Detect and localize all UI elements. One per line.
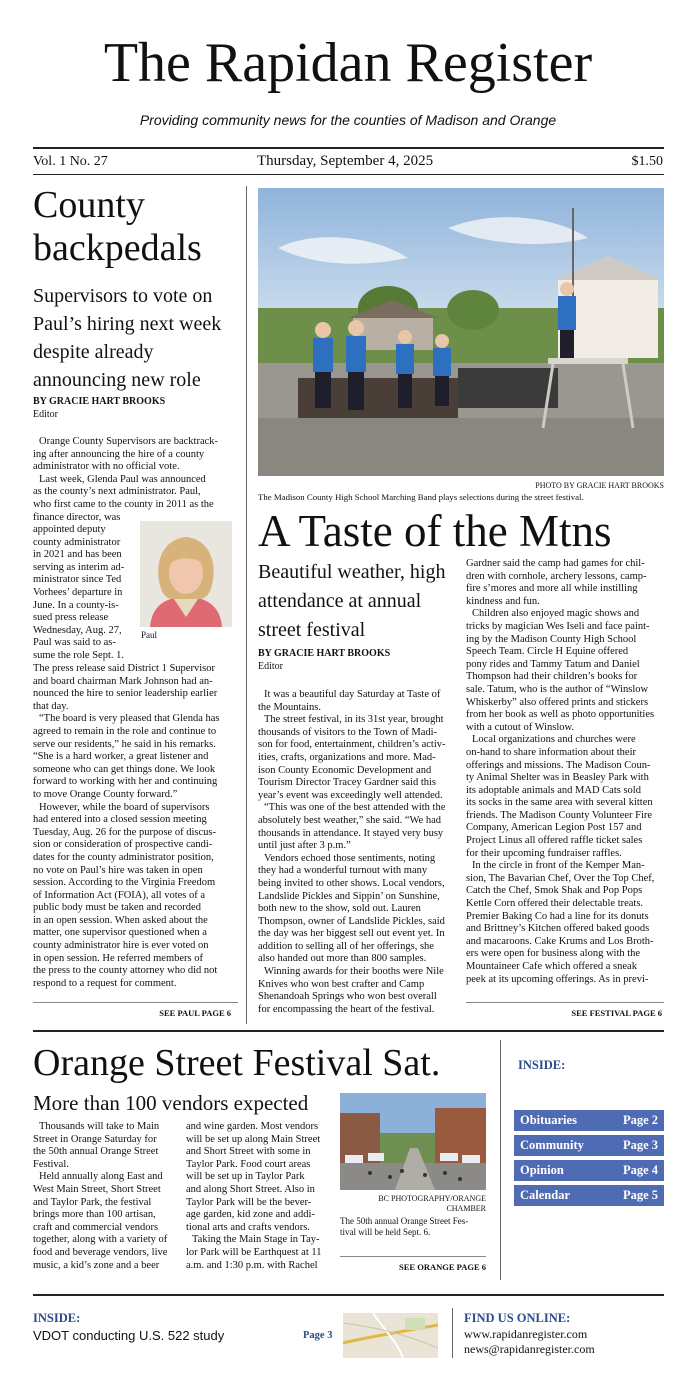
county-headline: County backpedals (33, 184, 202, 269)
inside-item-calendar[interactable] (514, 1185, 664, 1206)
text-line: kindness and fun. (466, 595, 540, 607)
text-line: and along Short Street. Also in (186, 1183, 315, 1195)
footer-divider (452, 1308, 453, 1358)
paul-photo-caption: Paul (141, 630, 158, 640)
text-line: the Mountains. (258, 701, 321, 713)
text-line: sion or consideration of prospective candi- (33, 839, 213, 851)
issue-date: Thursday, September 4, 2025 (257, 153, 434, 169)
section-rule (33, 1030, 664, 1032)
inside-box-list (514, 1110, 664, 1206)
masthead-tagline: Providing community news for the counties of Madison and Orange (139, 112, 557, 128)
festival-col1 (258, 689, 463, 1016)
text-line: Project Linus all offered raffle ticket sales (466, 835, 643, 847)
text-line: respond to a request for comment. (33, 977, 177, 989)
text-line: agreed to remain in the role and continue to (33, 725, 217, 737)
text-line: Taylor Park. Food court areas (186, 1158, 311, 1170)
orange-jump-rule (340, 1256, 486, 1257)
text-line: with a cutout of Winslow. (466, 721, 575, 733)
orange-headline: Orange Street Festival Sat. (33, 1042, 441, 1084)
text-line: ministrator since Ted (33, 574, 122, 586)
festival-byline-role: Editor (258, 661, 283, 672)
text-line: peek at its upcoming offerings. As in previ- (466, 973, 649, 985)
text-line: and Short Street with some in (186, 1146, 311, 1158)
county-body (33, 663, 243, 990)
text-line: In the circle in front of the Kemper Man- (472, 860, 645, 872)
text-line: Last week, Glenda Paul was announced (39, 473, 206, 485)
text-line: they had a wonderful turnout with many (258, 865, 428, 877)
text-line: tricks by magician Wes Iseli and face paint- (466, 620, 650, 632)
text-line: and wine garden. Most vendors (186, 1121, 319, 1132)
text-line: Vendors echoed those sentiments, noting (264, 852, 436, 864)
text-line: “She is a hard worker, a great listener and (33, 751, 209, 763)
orange-col2 (186, 1121, 336, 1272)
text-line: in an open session. When asked about the (33, 914, 208, 926)
festival-col2 (466, 558, 668, 986)
festival-photo-caption: The Madison County High School Marching Band plays selections during the street festival. (258, 492, 584, 502)
footer-inside-text: VDOT conducting U.S. 522 study (33, 1328, 225, 1343)
text-line: both new to the show, sold out. Lauren (258, 903, 421, 915)
text-line: and Brittney’s Kitchen offered baked goods (466, 923, 650, 935)
text-line: Knives who won best crafter and Camp (258, 978, 425, 990)
text-line: and Taylor Park, the festival (33, 1196, 152, 1208)
text-line: absolutely best weather,” she said. “We had (258, 814, 442, 826)
text-line: Shenandoah Springs who won best overall (258, 991, 437, 1003)
text-line: appointed deputy (33, 524, 106, 535)
inside-box-divider (500, 1040, 501, 1280)
county-deck: Supervisors to vote on Paul’s hiring next week despite already announcing new role (33, 285, 222, 391)
text-line: administrator with no official vote. (33, 461, 180, 473)
text-line: Paul was said to as- (33, 637, 116, 649)
county-jump-rule (33, 1002, 238, 1003)
text-line: county administrator (33, 536, 121, 548)
text-line: sale. Tatum, who is the author of “Winslow (466, 683, 649, 695)
text-line: being invited to other shows. Local vendors, (258, 877, 445, 889)
text-line: Company, American Legion Post 157 and (466, 822, 642, 834)
text-line: the 50th annual Orange Street (33, 1146, 159, 1158)
county-byline: BY GRACIE HART BROOKS (33, 396, 166, 407)
text-line: finance director, was (33, 511, 121, 523)
text-line: Local organizations and churches were (472, 734, 636, 746)
festival-headline: A Taste of the Mtns (258, 506, 612, 556)
text-line: in 2021 and has been (33, 549, 122, 561)
footer-website-link[interactable]: www.rapidanregister.com (464, 1327, 588, 1341)
text-line: lor Park will be Earthquest at 11 (186, 1246, 322, 1258)
inside-item-page: Page 5 (622, 1188, 658, 1202)
text-line: its socks in the same area with several kitten (466, 797, 653, 809)
text-line: ty Animal Shelter was in Beasley Park with (466, 772, 649, 784)
inside-item-page: Page 4 (622, 1163, 658, 1177)
text-line: addition to selling all of her offerings, she (258, 940, 434, 952)
text-line: serve our residents,” he said in his remarks. (33, 738, 216, 750)
text-line: sued press release (33, 612, 109, 624)
text-line: music, a kid’s zone and a beer (33, 1259, 160, 1271)
text-line: Kettle Corn offered their delectable treats. (466, 898, 644, 910)
text-line: June. In a county-is- (33, 599, 119, 611)
text-line: also handed out more than 800 samples. (258, 953, 427, 965)
text-line: Wednesday, Aug. 27, (33, 624, 122, 636)
county-intro (33, 436, 238, 524)
paul-photo (140, 521, 232, 627)
festival-photo (258, 188, 664, 476)
text-line: that day. (33, 700, 69, 712)
text-line: to move Orange County forward.” (33, 788, 178, 800)
text-line: West Main Street, Short Street (33, 1183, 161, 1195)
orange-deck: More than 100 vendors expected (33, 1091, 309, 1115)
text-line: friends. The Madison County Volunteer Fire (466, 809, 653, 821)
text-line: sume the role Sept. 1. (33, 649, 124, 661)
text-line: had entered into a closed session meeting (33, 814, 207, 826)
text-line: and board chairman Mark Johnson had an- (33, 675, 213, 687)
text-line: and macaroons. Cake Krums and Los Broth- (466, 935, 654, 947)
footer-rule (33, 1294, 664, 1296)
orange-photo-caption: The 50th annual Orange Street Fes-tival will be held Sept. 6. (340, 1216, 469, 1237)
text-line: “This was one of the best attended with the (264, 802, 446, 814)
text-line: The press release said District 1 Supervisor (33, 663, 215, 674)
text-line: serving as interim ad- (33, 561, 125, 573)
text-line: thousands in attendance. It stayed very busy (258, 827, 444, 839)
inside-item-section: Obituaries (520, 1113, 577, 1127)
text-line: Children also enjoyed magic shows and (472, 608, 640, 620)
text-line: Street in Orange Saturday for (33, 1133, 157, 1145)
text-line: of Information Act (FOIA), all votes of a (33, 889, 206, 901)
orange-photo-credit-2: CHAMBER (446, 1204, 486, 1213)
text-line: ers were open for business along with the (466, 948, 641, 960)
text-line: The street festival, in its 31st year, brought (264, 714, 444, 726)
text-line: as the county’s next administrator. Paul, (33, 486, 201, 498)
inside-item-section: Opinion (520, 1163, 564, 1177)
column-divider (246, 186, 247, 1024)
text-line: someone who can get things done. We look (33, 763, 216, 775)
text-line: will be set up in Taylor Park (186, 1171, 305, 1183)
masthead-rule (33, 147, 664, 149)
text-line: in open session. He referred members of (33, 952, 203, 964)
footer-email-link[interactable]: news@rapidanregister.com (464, 1342, 595, 1356)
text-line: for their upcoming fundraiser raffles. (466, 847, 622, 859)
text-line: Held annually along East and (39, 1171, 163, 1183)
footer-inside-page[interactable]: Page 3 (303, 1330, 333, 1341)
text-line: Catch the Chef, Smok Shak and Pop Pops (466, 885, 643, 897)
inside-box-label: INSIDE: (518, 1058, 566, 1072)
footer-map (343, 1313, 438, 1358)
text-line: year’s event was exceedingly well attended. (258, 789, 443, 801)
festival-jump-rule (466, 1002, 664, 1003)
text-line: Thompson had their children’s books for (466, 671, 638, 683)
text-line: thousands of visitors to the Town of Madi- (258, 726, 438, 738)
text-line: its adoptable animals and MAD Cats sold (466, 784, 641, 796)
masthead-title: The Rapidan Register (103, 32, 593, 94)
text-line: Whiskerby” also offered prints and stickers (466, 696, 649, 708)
text-line: the day was her biggest sell out event yet. In (258, 928, 445, 940)
text-line: ing after announcing the hire of a county (33, 448, 205, 460)
text-line: the press to the county attorney who did not (33, 965, 218, 977)
text-line: for encompassing the heart of the festival. (258, 1003, 435, 1015)
footer-inside-label: INSIDE: (33, 1311, 81, 1325)
text-line: dren with cornhole, archery lessons, camp- (466, 570, 647, 582)
orange-jump-link[interactable]: SEE ORANGE PAGE 6 (399, 1262, 486, 1272)
festival-photo-credit: PHOTO BY GRACIE HART BROOKS (535, 481, 664, 490)
issue-number: Vol. 1 No. 27 (33, 154, 108, 169)
text-line: fire s’mores and more all while instilling (466, 583, 638, 595)
festival-byline: BY GRACIE HART BROOKS (258, 648, 391, 659)
text-line: Tourism Director Tracey Gardner said this (258, 777, 437, 789)
orange-photo (340, 1093, 486, 1190)
festival-jump-link[interactable]: SEE FESTIVAL PAGE 6 (571, 1008, 662, 1018)
text-line: who first came to the county in 2011 as the (33, 498, 214, 510)
text-line: forward to working with her and continuing (33, 776, 218, 788)
text-line: age garden, kid zone and addi- (186, 1209, 315, 1221)
text-line: brings more than 100 artisan, (33, 1209, 156, 1221)
text-line: “The board is very pleased that Glenda has (39, 713, 220, 725)
festival-deck: Beautiful weather, high attendance at annual street festival (258, 561, 446, 641)
dateline-rule (33, 174, 664, 175)
county-jump-link[interactable]: SEE PAUL PAGE 6 (159, 1008, 231, 1018)
issue-price: $1.50 (631, 154, 663, 169)
text-line: on-hand to share information about their (466, 746, 636, 758)
text-line: craft and commercial vendors (33, 1221, 159, 1233)
text-line: pony rides and Tammy Tatum and Daniel (466, 658, 640, 670)
inside-item-opinion[interactable] (514, 1160, 664, 1181)
text-line: ison County Economic Development and (258, 764, 432, 776)
text-line: offerings and missions. The Madison Coun- (466, 759, 651, 771)
text-line: Tuesday, Aug. 26 for the purpose of discus- (33, 826, 216, 838)
text-line: Festival. (33, 1158, 69, 1170)
text-line: public body must be taken and recorded (33, 902, 201, 914)
text-line: together, along with a variety of (33, 1234, 168, 1246)
county-byline-role: Editor (33, 409, 58, 420)
text-line: Premier Baking Co had a line for its donuts (466, 910, 649, 922)
text-line: son for food, entertainment, children’s activ- (258, 739, 446, 751)
inside-item-page: Page 2 (622, 1113, 658, 1127)
text-line: a.m. and 1:30 p.m. with Rachel (186, 1259, 318, 1271)
text-line: dates for the county administrator position, (33, 851, 214, 863)
text-line: food and beverage vendors, live (33, 1246, 168, 1258)
inside-item-community[interactable] (514, 1135, 664, 1156)
text-line: Taking the Main Stage in Tay- (192, 1234, 320, 1246)
inside-item-section: Community (520, 1138, 584, 1152)
text-line: Thousands will take to Main (39, 1121, 160, 1132)
text-line: tional arts and crafts vendors. (186, 1221, 310, 1233)
text-line: no vote on Paul’s hire was taken in open (33, 864, 203, 876)
county-wrap (33, 524, 141, 663)
text-line: Winning awards for their booths were Nile (264, 966, 444, 978)
text-line: session. According to the Virginia Freedom (33, 877, 216, 889)
orange-photo-credit-1: BC PHOTOGRAPHY/ORANGE (378, 1194, 486, 1203)
text-line: Mountaineer Cafe which offered a sneak (466, 961, 637, 972)
text-line: ities, crafts, organizations and more. Mad- (258, 751, 436, 763)
footer-online-label: FIND US ONLINE: (464, 1311, 571, 1325)
inside-item-section: Calendar (520, 1188, 570, 1202)
text-line: until just after 3 p.m.” (258, 840, 351, 852)
text-line: nounced the hire to senior leadership earlier (33, 688, 218, 700)
text-line: However, while the board of supervisors (39, 801, 210, 813)
text-line: ing by the Madison County High School (466, 633, 637, 645)
inside-item-page: Page 3 (622, 1138, 658, 1152)
text-line: Vorhees’ departure in (33, 586, 123, 598)
text-line: will be set up along Main Street (186, 1133, 321, 1145)
text-line: It was a beautiful day Saturday at Taste of (264, 689, 441, 700)
text-line: county administrator hire is ever voted on (33, 940, 209, 952)
text-line: Taylor Park will be the bever- (186, 1196, 312, 1208)
text-line: sion, The Bavarian Chef, Over the Top Chef, (466, 872, 655, 884)
inside-item-obituaries[interactable] (514, 1110, 664, 1131)
text-line: from her book as well as photo opportunities (466, 709, 655, 721)
text-line: Gardner said the camp had games for chil- (466, 558, 645, 569)
text-line: Landslide Pickles and Sippin’ on Sunshine, (258, 890, 440, 902)
text-line: Thompson, owner of Landslide Pickles, said (258, 915, 445, 927)
text-line: matter, one supervisor questioned when a (33, 927, 207, 939)
text-line: Speech Team. Circle H Equine offered (466, 646, 629, 658)
text-line: Orange County Supervisors are backtrack- (39, 436, 219, 447)
orange-col1 (33, 1121, 183, 1272)
